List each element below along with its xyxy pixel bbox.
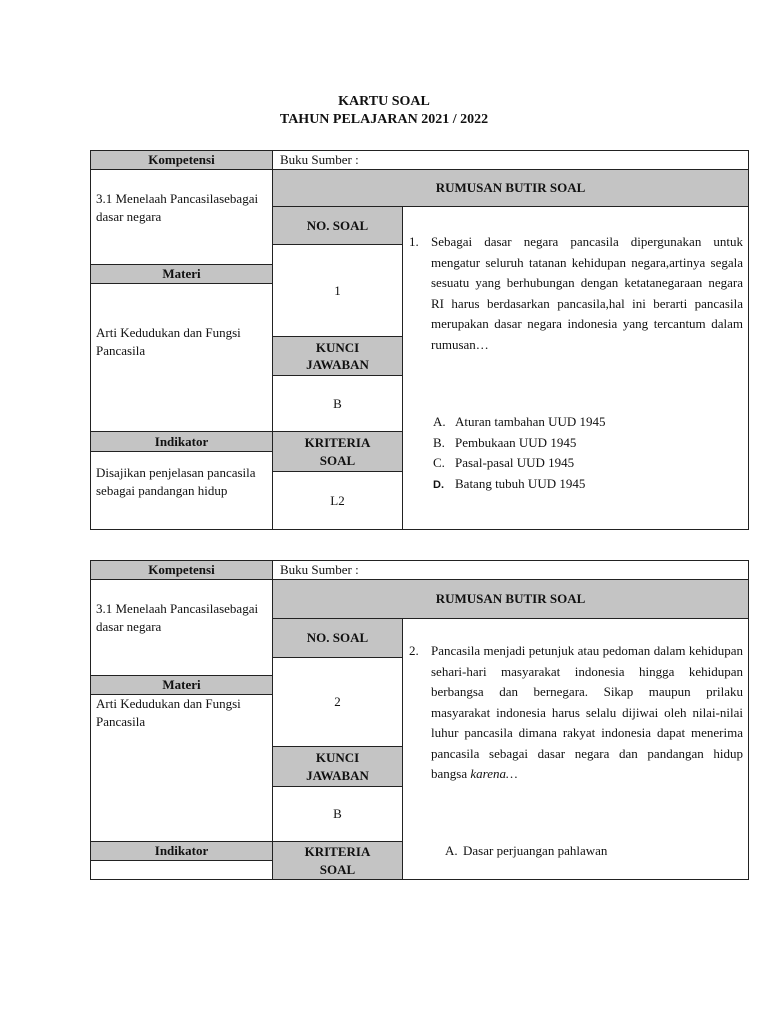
kunci-label: KUNCI	[315, 340, 360, 355]
question-text	[431, 641, 743, 785]
indikator-box	[90, 860, 273, 880]
materi-box	[90, 694, 273, 842]
materi-text: Arti Kedudukan dan Fungsi Pancasila	[96, 325, 241, 358]
soal-label: SOAL	[319, 452, 356, 468]
question-number: 2.	[409, 643, 419, 658]
question-box	[402, 618, 749, 880]
kriteria-soal-value: L2	[272, 471, 403, 530]
option-text: Batang tubuh UUD 1945	[455, 476, 586, 491]
kunci-jawaban-header	[272, 746, 403, 787]
no-soal-value: 2	[272, 657, 403, 747]
option-b	[433, 433, 576, 454]
indikator-text: Disajikan penjelasan pancasila sebagai pandangan hidup	[96, 465, 256, 498]
materi-header: Materi	[90, 675, 273, 695]
buku-sumber-label: Buku Sumber :	[280, 152, 359, 167]
buku-sumber-box	[272, 150, 749, 170]
kompetensi-header: Kompetensi	[90, 560, 273, 580]
page-title: KARTU SOAL	[338, 94, 430, 109]
indikator-box	[90, 451, 273, 530]
question-main: Pancasila menjadi petunjuk atau pedoman dalam kehidupan sehari-hari masyarakat indonesia hingga kehidupan berbangsa dan bernegara. Sikap maupun prilaku masyarakat indonesia harus selalu dijiwai oleh nilai-nilai luhur pancasila dimana rakyat indonesia dapat menerima pancasila sebagai dasar negara dan pandangan hidup bangsa	[431, 643, 743, 781]
option-letter: C.	[433, 455, 445, 470]
kompetensi-box	[90, 579, 273, 676]
option-letter: A.	[433, 414, 446, 429]
rumusan-header: RUMUSAN BUTIR SOAL	[272, 579, 749, 619]
question-italic: karena…	[470, 766, 518, 781]
jawaban-label: JAWABAN	[306, 357, 369, 372]
materi-header: Materi	[90, 264, 273, 284]
jawaban-label: JAWABAN	[306, 767, 369, 783]
kompetensi-text: 3.1 Menelaah Pancasilasebagai dasar negara	[96, 601, 259, 634]
page-subtitle: TAHUN PELAJARAN 2021 / 2022	[279, 112, 489, 127]
question-number: 1.	[409, 234, 419, 249]
rumusan-header: RUMUSAN BUTIR SOAL	[272, 169, 749, 207]
option-a	[433, 412, 606, 433]
indikator-header: Indikator	[90, 841, 273, 861]
no-soal-header: NO. SOAL	[272, 206, 403, 245]
option-letter: D.	[433, 479, 444, 491]
kriteria-label: KRITERIA	[304, 843, 371, 859]
question-text: Sebagai dasar negara pancasila dipergunakan untuk mengatur seluruh tatanan kehidupan negara,artinya segala sesuatu yang berhubungan dengan ketatanegaraan negara RI harus berdasarkan pancasila,hal ini berarti pancasila merupakan dasar negara indonesia yang tercantum dalam rumusan…	[431, 234, 743, 352]
kompetensi-header: Kompetensi	[90, 150, 273, 170]
kriteria-label: KRITERIA	[304, 434, 371, 450]
no-soal-header: NO. SOAL	[272, 618, 403, 658]
kriteria-soal-header	[272, 431, 403, 472]
option-text: Dasar perjuangan pahlawan	[463, 843, 608, 858]
option-text: Pembukaan UUD 1945	[455, 435, 577, 450]
option-text: Pasal-pasal UUD 1945	[455, 455, 575, 470]
option-a	[445, 841, 607, 862]
question-box	[402, 206, 749, 530]
buku-sumber-box	[272, 560, 749, 580]
kunci-jawaban-value: B	[272, 375, 403, 432]
option-c	[433, 453, 574, 474]
kunci-label: KUNCI	[315, 749, 360, 765]
option-letter: B.	[433, 435, 445, 450]
kompetensi-box	[90, 169, 273, 265]
no-soal-value: 1	[272, 244, 403, 337]
option-d	[433, 474, 585, 496]
kunci-jawaban-header	[272, 336, 403, 376]
kompetensi-text: 3.1 Menelaah Pancasilasebagai dasar negara	[96, 191, 259, 224]
materi-text: Arti Kedudukan dan Fungsi Pancasila	[96, 696, 241, 729]
option-text: Aturan tambahan UUD 1945	[455, 414, 606, 429]
kriteria-soal-header	[272, 841, 403, 880]
soal-label: SOAL	[319, 861, 356, 877]
buku-sumber-label: Buku Sumber :	[280, 562, 359, 577]
kunci-jawaban-value: B	[272, 786, 403, 842]
materi-box	[90, 283, 273, 432]
indikator-header: Indikator	[90, 431, 273, 452]
option-letter: A.	[445, 843, 458, 858]
